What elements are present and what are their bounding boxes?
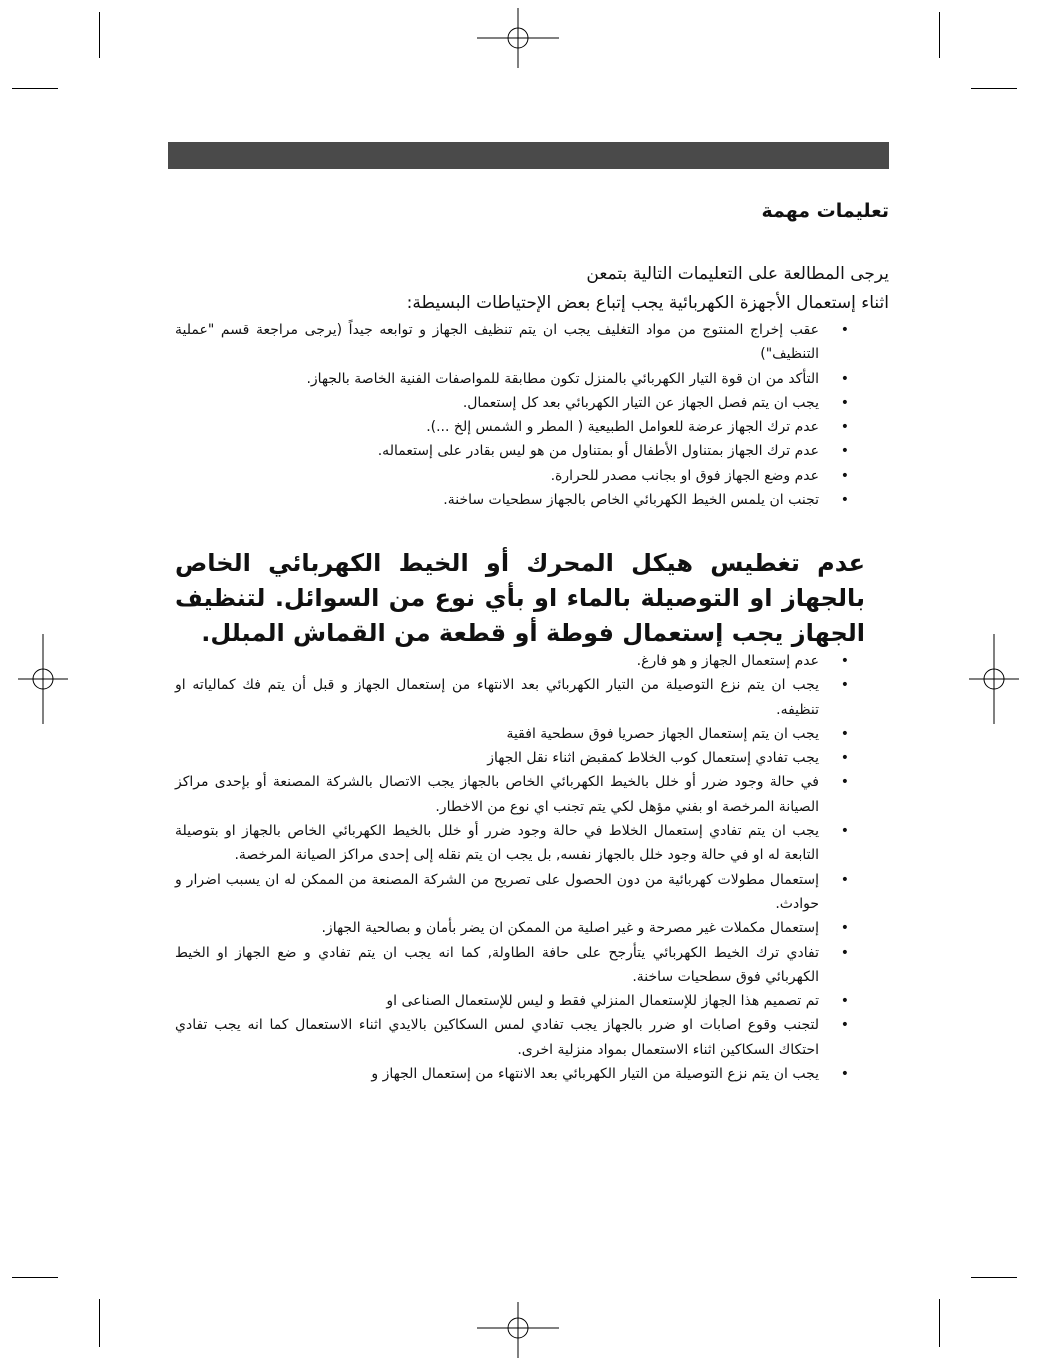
bullet-icon: • [840,677,849,694]
bullet-icon: • [840,322,849,338]
warning-paragraph: عدم تغطيس هيكل المحرك أو الخيط الكهربائي الخاص بالجهاز او التوصيلة بالماء او بأي نوع من السوائل. لتنظيف الجهاز يجب إستعمال فوطة أو قطعة من القماش المبلل. [175,549,865,647]
list-item: • إستعمال مطولات كهربائية من دون الحصول على تصريح من الشركة المصنعة من الممكن له ان يسبب اضرار و حوادث. [175,868,865,917]
crop-mark-tr-v [939,12,940,58]
intro-line-2: اثناء إستعمال الأجهزة الكهربائية يجب إتباع بعض الإحتياطات البسيطة: [406,293,889,313]
list-item: • تجنب ان يلمس الخيط الكهربائي الخاص بالجهاز سطحيات ساخنة. [175,488,865,512]
list-item: • يجب ان يتم إستعمال الجهاز حصريا فوق سطحية افقية [175,722,865,746]
bullet-icon: • [840,920,849,937]
list-item: • عقب إخراج المنتوج من مواد التغليف يجب ان يتم تنظيف الجهاز و توابعه جيداً (يرجى مراجعة قسم "عملية التنظيف") [175,318,865,367]
list-item: • عدم إستعمال الجهاز و هو فارغ. [175,649,865,673]
crop-mark-tr-h [971,88,1017,89]
list-item: • لتجنب وقوع اصابات او ضرر بالجهاز يجب تفادي لمس السكاكين بالايدي اثناء الاستعمال كما انه يجب تفادي احتكاك السكاكين اثناء الاستعمال بمواد منزلية اخرى. [175,1013,865,1062]
list-item: • عدم ترك الجهاز بمتناول الأطفال أو بمتناول من هو ليس بقادر على إستعماله. [175,439,865,463]
list-item: • تفادي ترك الخيط الكهربائي يتأرجح على حافة الطاولة, كما انه يجب ان يتم تفادي و ضع الجهاز او الخيط الكهربائي فوق سطحيات ساخنة. [175,941,865,990]
bullet-icon: • [840,871,849,888]
bullet-icon: • [840,370,849,387]
list-item: • يجب تفادي إستعمال كوب الخلاط كمقبض اثناء نقل الجهاز [175,746,865,770]
bullet-icon: • [840,774,849,791]
crop-mark-br-v [939,1299,940,1347]
list-item: • إستعمال مكملات غير مصرحة و غير اصلية من الممكن ان يضر بأمان و بصالحية الجهاز. [175,916,865,940]
list-item: • عدم ترك الجهاز عرضة للعوامل الطبيعية ( المطر و الشمس إلخ ...). [175,415,865,439]
bullet-icon: • [840,725,849,742]
bullet-icon: • [840,993,849,1010]
crop-mark-bl-v [99,1299,100,1347]
list-item: • التأكد من ان قوة التيار الكهربائي بالمنزل تكون مطابقة للمواصفات الفنية الخاصة بالجهاز. [175,367,865,391]
bullet-icon: • [840,653,849,669]
page-title: تعليمات مهمة [761,200,889,222]
bullet-icon: • [840,1017,849,1034]
list-item: • يجب ان يتم تفادي إستعمال الخلاط في حالة وجود ضرر أو خلل بالخيط الكهربائي الخاص بالجهاز او بتوصيلة التابعة له او في حالة وجود خلل بالجهاز نفسه, بل يجب ان يتم نقله إلى إحدى مراكز الصيانة المرخصة. [175,819,865,868]
bullet-icon: • [840,419,849,436]
bullet-icon: • [840,1066,849,1083]
crop-mark-br-h [971,1277,1017,1278]
list-item: • يجب ان يتم نزع التوصيلة من التيار الكهربائي بعد الانتهاء من إستعمال الجهاز و [175,1062,865,1086]
registration-mark-top [477,8,559,68]
crop-mark-bl-h [12,1277,58,1278]
header-bar [168,142,889,169]
bullet-icon: • [840,467,849,484]
bullet-icon: • [840,492,849,509]
bullet-icon: • [840,944,849,961]
bullet-icon: • [840,750,849,767]
registration-mark-right [969,634,1019,724]
bullet-icon: • [840,394,849,411]
crop-mark-tl-h [12,88,58,89]
list-item: • يجب ان يتم نزع التوصيلة من التيار الكهربائي بعد الانتهاء من إستعمال الجهاز و قبل أن يتم فك كمالياته او تنظيفه. [175,673,865,722]
precautions-list-2 [175,649,865,1086]
list-item: • يجب ان يتم فصل الجهاز عن التيار الكهربائي بعد كل إستعمال. [175,391,865,415]
bullet-icon: • [840,443,849,460]
bullet-icon: • [840,823,849,840]
registration-mark-left [18,634,68,724]
intro-line-1: يرجى المطالعة على التعليمات التالية بتمعن [586,264,889,284]
registration-mark-bottom [477,1302,559,1358]
list-item: • عدم وضع الجهاز فوق او بجانب مصدر للحرارة. [175,464,865,488]
precautions-list-1 [175,318,865,512]
crop-mark-tl-v [99,12,100,58]
list-item: • في حالة وجود ضرر أو خلل بالخيط الكهربائي الخاص بالجهاز يجب الاتصال بالشركة المصنعة أو بإحدى مراكز الصيانة المرخصة او بفني مؤهل لكي يتم تجنب اي نوع من الاخطار. [175,770,865,819]
list-item: • تم تصميم هذا الجهاز للإستعمال المنزلي فقط و ليس للإستعمال الصناعى او [175,989,865,1013]
